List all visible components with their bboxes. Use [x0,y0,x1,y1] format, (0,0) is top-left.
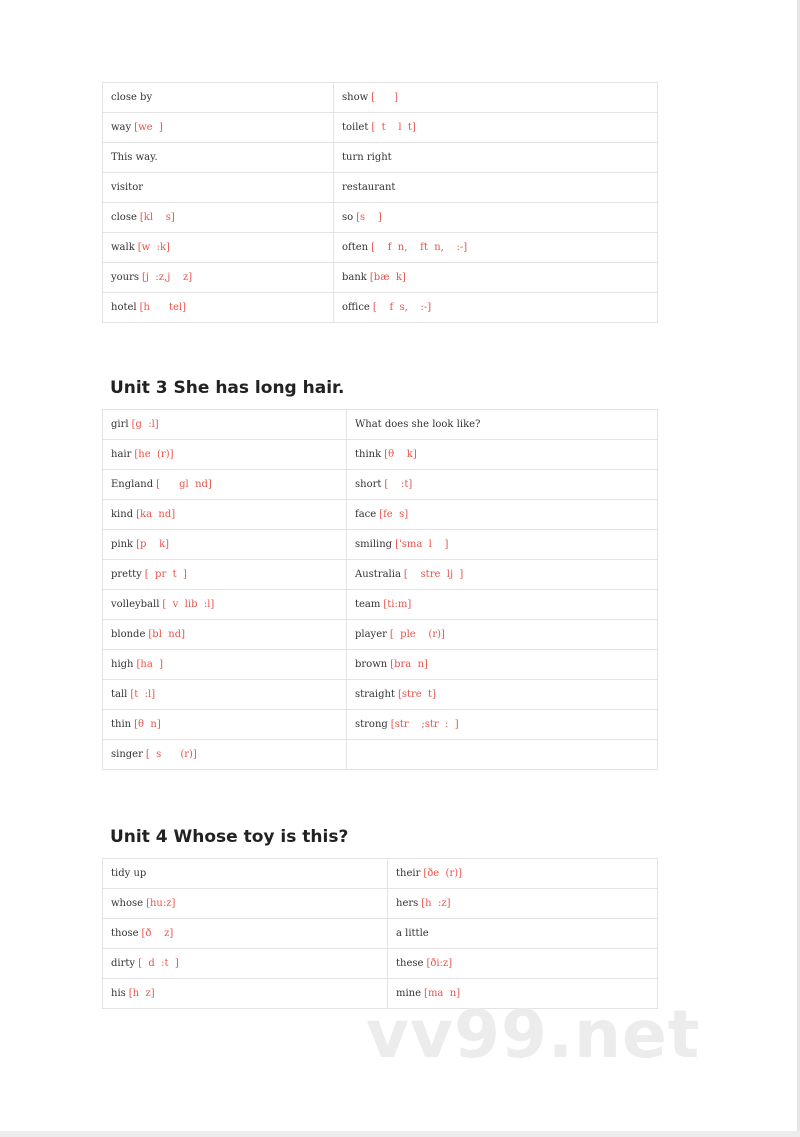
table-row [103,949,658,979]
phonetic-transcription: [ v lib :l] [162,599,215,610]
vocab-word: close by [111,92,153,103]
vocab-word: face [355,509,377,520]
phonetic-transcription: [θ n] [134,719,161,730]
vocab-cell [103,530,347,560]
vocab-cell [347,620,658,650]
vocab-cell [347,470,658,500]
phonetic-transcription: [bæ k] [369,272,406,283]
vocab-cell [103,889,388,919]
vocab-word: turn right [342,152,392,163]
vocab-word: these [396,958,424,969]
vocab-word: close [111,212,137,223]
vocab-word: often [342,242,369,253]
vocab-word: pink [111,539,134,550]
phonetic-transcription: [ti:m] [383,599,412,610]
table-row [103,173,658,203]
vocab-cell [103,919,388,949]
phonetic-transcription: [ ] [371,92,399,103]
vocab-word: bank [342,272,367,283]
unit3-vocab-table [102,409,658,770]
vocab-word: thin [111,719,132,730]
phonetic-transcription: [stre t] [397,689,436,700]
vocab-cell [103,440,347,470]
vocab-cell [334,173,658,203]
table-row [103,680,658,710]
vocab-word: What does she look like? [355,419,481,430]
vocab-cell [347,440,658,470]
unit4-heading: Unit 4 Whose toy is this? [110,827,349,847]
phonetic-transcription: [h tel] [139,302,187,313]
table-row [103,620,658,650]
phonetic-transcription: [fe s] [379,509,409,520]
table-row [103,530,658,560]
table-row [103,410,658,440]
vocab-cell [103,560,347,590]
vocab-cell [347,680,658,710]
phonetic-transcription: [ f s, :-] [372,302,432,313]
vocab-word: way [111,122,132,133]
vocab-word: restaurant [342,182,396,193]
phonetic-transcription: [hu:z] [146,898,176,909]
vocab-cell [103,590,347,620]
vocab-cell [103,500,347,530]
vocab-word: player [355,629,387,640]
phonetic-transcription: [ma n] [424,988,461,999]
vocab-cell [103,410,347,440]
vocab-word: singer [111,749,143,760]
vocab-word: mine [396,988,422,999]
vocab-word: yours [111,272,140,283]
vocab-cell [347,530,658,560]
table-row [103,293,658,323]
table-row [103,650,658,680]
phonetic-transcription: [g :l] [131,419,159,430]
vocab-word: toilet [342,122,369,133]
vocab-cell [334,203,658,233]
table-row [103,889,658,919]
vocab-cell [388,859,658,889]
vocab-cell [103,949,388,979]
table-row [103,710,658,740]
phonetic-transcription: [w :k] [137,242,170,253]
phonetic-transcription: [ðe (r)] [423,868,463,879]
vocab-word: office [342,302,370,313]
vocab-word: show [342,92,369,103]
table-row [103,440,658,470]
vocab-word: hers [396,898,419,909]
vocab-cell [388,949,658,979]
vocab-word: dirty [111,958,136,969]
vocab-word: visitor [111,182,143,193]
vocab-word: walk [111,242,135,253]
phonetic-transcription: [he (r)] [134,449,174,460]
phonetic-transcription: [ka nd] [136,509,176,520]
vocab-word: short [355,479,382,490]
vocab-cell [334,233,658,263]
vocab-cell [103,143,334,173]
table-row [103,560,658,590]
vocab-word: girl [111,419,129,430]
vocab-word: This way. [111,152,158,163]
vocab-word: hotel [111,302,137,313]
table-row [103,263,658,293]
phonetic-transcription: [bl nd] [148,629,185,640]
vocab-cell [334,113,658,143]
table-row [103,740,658,770]
phonetic-transcription: [ f n, ft n, :-] [371,242,468,253]
phonetic-transcription: [ :t] [384,479,413,490]
table-row [103,113,658,143]
vocab-cell [103,293,334,323]
vocab-cell [103,263,334,293]
vocab-word: strong [355,719,388,730]
vocab-word: blonde [111,629,146,640]
vocab-cell [347,590,658,620]
phonetic-transcription: [j :z,j z] [142,272,193,283]
vocab-word: pretty [111,569,142,580]
table-row [103,470,658,500]
vocab-word: hair [111,449,132,460]
vocab-cell [334,83,658,113]
phonetic-transcription: [str ;str : ] [390,719,459,730]
vocab-cell [103,620,347,650]
vocab-cell [334,263,658,293]
phonetic-transcription: [s ] [356,212,382,223]
table-row [103,859,658,889]
vocab-word: tidy up [111,868,147,879]
vocab-word: those [111,928,139,939]
vocab-cell [388,919,658,949]
phonetic-transcription: [ gl nd] [156,479,212,490]
table-row [103,203,658,233]
phonetic-transcription: [ð z] [141,928,174,939]
unit2-vocab-table [102,82,658,323]
vocab-word: smiling [355,539,393,550]
vocab-cell [347,410,658,440]
table-row [103,83,658,113]
watermark: vv99.net [366,996,701,1073]
phonetic-transcription: [ stre lj ] [403,569,464,580]
table-row [103,590,658,620]
phonetic-transcription: [ pr t ] [144,569,187,580]
phonetic-transcription: [ s (r)] [145,749,197,760]
vocab-cell [103,680,347,710]
vocab-cell [103,203,334,233]
vocab-cell [103,859,388,889]
vocab-cell [103,979,388,1009]
vocab-cell [347,500,658,530]
vocab-cell [103,173,334,203]
vocab-cell [347,650,658,680]
table-row [103,919,658,949]
unit4-vocab-table [102,858,658,1009]
table-row [103,500,658,530]
phonetic-transcription: [bra n] [390,659,428,670]
vocab-word: tall [111,689,128,700]
vocab-cell [347,740,658,770]
vocab-word: their [396,868,421,879]
vocab-cell [103,470,347,500]
vocab-cell [103,710,347,740]
table-row [103,233,658,263]
vocab-word: a little [396,928,429,939]
phonetic-transcription: [θ k] [384,449,417,460]
vocab-cell [103,650,347,680]
vocab-word: volleyball [111,599,160,610]
phonetic-transcription: [kl s] [139,212,175,223]
unit3-heading: Unit 3 She has long hair. [110,378,345,398]
phonetic-transcription: [ha ] [136,659,164,670]
vocab-cell [334,293,658,323]
vocab-cell [103,233,334,263]
vocab-word: think [355,449,382,460]
table-row [103,143,658,173]
phonetic-transcription: [ d :t ] [138,958,179,969]
vocab-word: so [342,212,354,223]
vocab-word: England [111,479,154,490]
phonetic-transcription: [p k] [136,539,170,550]
vocab-word: team [355,599,381,610]
phonetic-transcription: [ t l t] [371,122,416,133]
vocab-word: Australia [355,569,401,580]
phonetic-transcription: [h z] [128,988,155,999]
vocab-word: his [111,988,126,999]
page-edge-bottom [0,1131,800,1137]
vocab-cell [388,889,658,919]
phonetic-transcription: [h :z] [421,898,451,909]
vocab-cell [103,740,347,770]
vocab-word: brown [355,659,388,670]
vocab-cell [347,710,658,740]
phonetic-transcription: ['sma l ] [395,539,449,550]
vocab-cell [334,143,658,173]
vocab-word: high [111,659,134,670]
vocab-word: whose [111,898,144,909]
phonetic-transcription: [ ple (r)] [389,629,445,640]
phonetic-transcription: [t :l] [130,689,156,700]
vocab-cell [347,560,658,590]
phonetic-transcription: [we ] [134,122,163,133]
vocab-word: straight [355,689,395,700]
vocab-cell [103,113,334,143]
vocab-cell [103,83,334,113]
phonetic-transcription: [ði:z] [426,958,453,969]
vocab-word: kind [111,509,134,520]
